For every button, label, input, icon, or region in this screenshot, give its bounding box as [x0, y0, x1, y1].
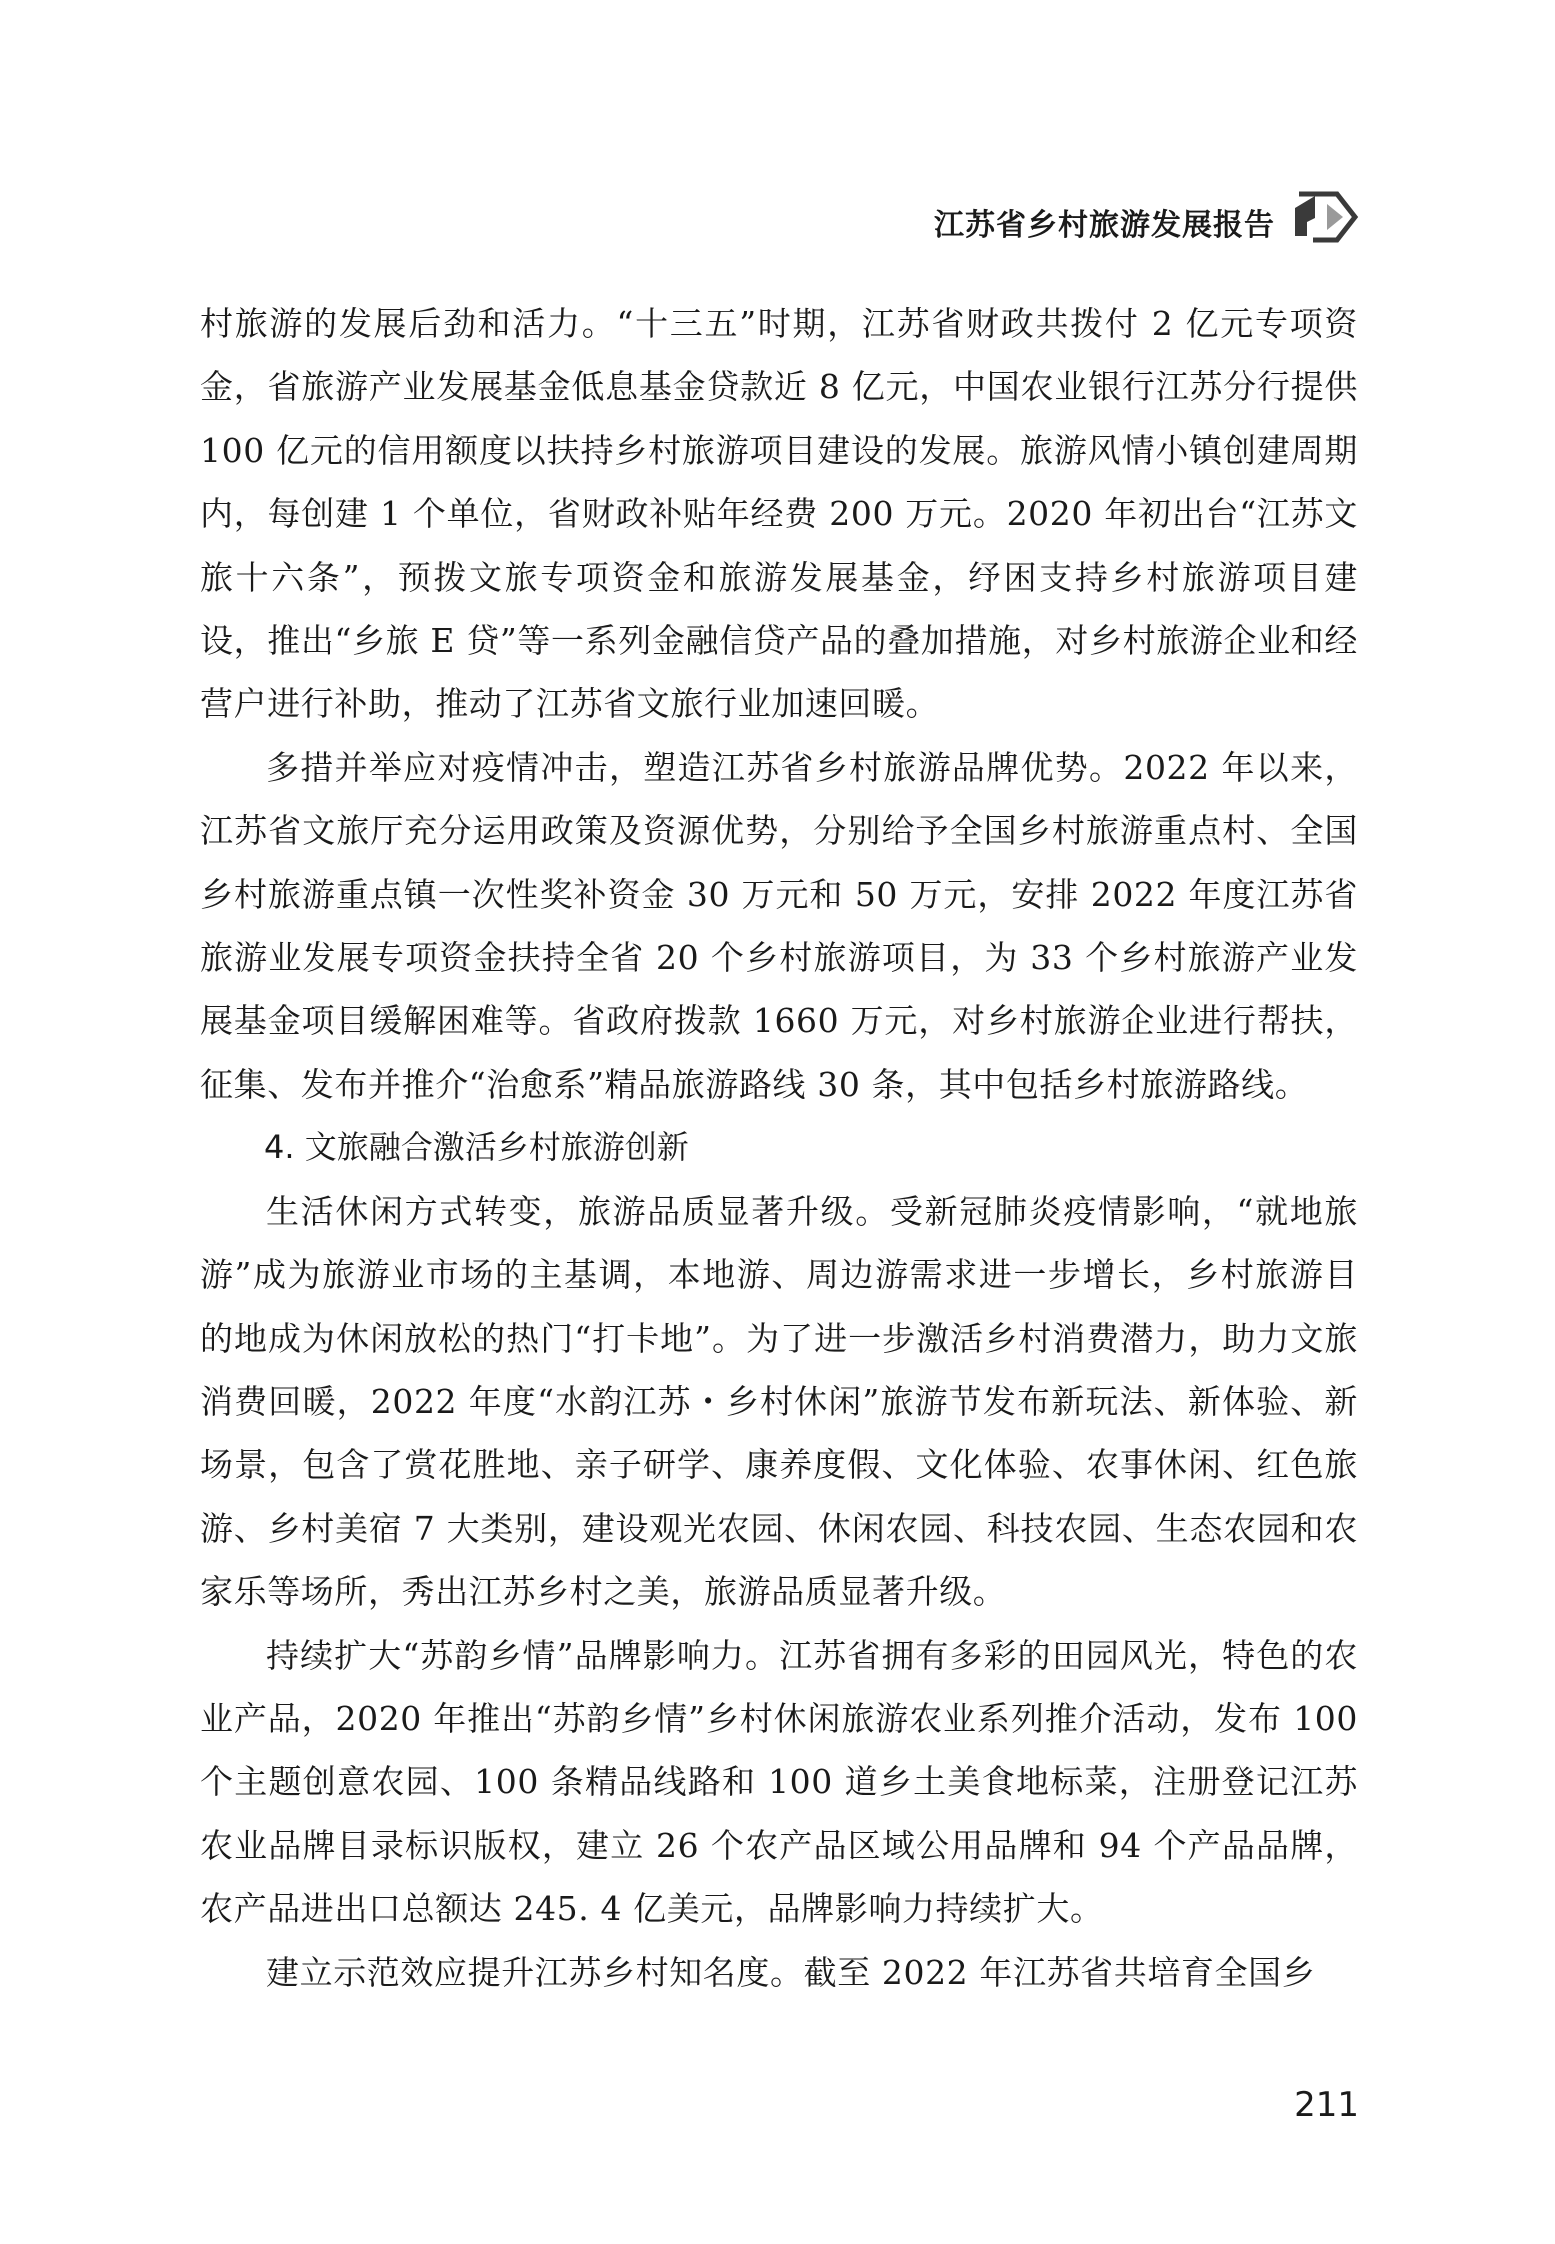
- body-text: [200, 292, 1358, 2004]
- paragraph-5: 建立示范效应提升江苏乡村知名度。截至 2022 年江苏省共培育全国乡: [266, 1952, 1316, 1992]
- page-number: 211: [1294, 2085, 1359, 2125]
- paragraph-4: 持续扩大“苏韵乡情”品牌影响力。江苏省拥有多彩的田园风光，特色的农业产品，2020 年推出“苏韵乡情”乡村休闲旅游农业系列推介活动，发布 100 个主题创意农园、100 条精品线路和 100 道乡土美食地标菜，注册登记江苏农业品牌目录标识版权，建立 26 个农产品区域公用品牌和 94 个产品品牌，农产品进出口总额达 245. 4 亿美元，品牌影响力持续扩大。: [200, 1635, 1358, 1929]
- paragraph-1: 村旅游的发展后劲和活力。“十三五”时期，江苏省财政共拨付 2 亿元专项资金，省旅游产业发展基金低息基金贷款近 8 亿元，中国农业银行江苏分行提供 100 亿元的信用额度以扶持乡村旅游项目建设的发展。旅游风情小镇创建周期内，每创建 1 个单位，省财政补贴年经费 200 万元。2020 年初出台“江苏文旅十六条”，预拨文旅专项资金和旅游发展基金，纾困支持乡村旅游项目建设，推出“乡旅 E 贷”等一系列金融信贷产品的叠加措施，对乡村旅游企业和经营户进行补助，推动了江苏省文旅行业加速回暖。: [200, 304, 1358, 724]
- section-heading-4: 4. 文旅融合激活乡村旅游创新: [264, 1128, 689, 1167]
- running-header-title: 江苏省乡村旅游发展报告: [934, 208, 1275, 243]
- book-corner-chevron-icon: [1293, 188, 1361, 246]
- paragraph-3: 生活休闲方式转变，旅游品质显著升级。受新冠肺炎疫情影响，“就地旅游”成为旅游业市场的主基调，本地游、周边游需求进一步增长，乡村旅游目的地成为休闲放松的热门“打卡地”。为了进一步激活乡村消费潜力，助力文旅消费回暖，2022 年度“水韵江苏・乡村休闲”旅游节发布新玩法、新体验、新场景，包含了赏花胜地、亲子研学、康养度假、文化体验、农事休闲、红色旅游、乡村美宿 7 大类别，建设观光农园、休闲农园、科技农园、生态农园和农家乐等场所，秀出江苏乡村之美，旅游品质显著升级。: [200, 1191, 1358, 1612]
- paragraph-2: 多措并举应对疫情冲击，塑造江苏省乡村旅游品牌优势。2022 年以来，江苏省文旅厅充分运用政策及资源优势，分别给予全国乡村旅游重点村、全国乡村旅游重点镇一次性奖补资金 30 万元和 50 万元，安排 2022 年度江苏省旅游业发展专项资金扶持全省 20 个乡村旅游项目，为 33 个乡村旅游产业发展基金项目缓解困难等。省政府拨款 1660 万元，对乡村旅游企业进行帮扶，征集、发布并推介“治愈系”精品旅游路线 30 条，其中包括乡村旅游路线。: [200, 747, 1358, 1104]
